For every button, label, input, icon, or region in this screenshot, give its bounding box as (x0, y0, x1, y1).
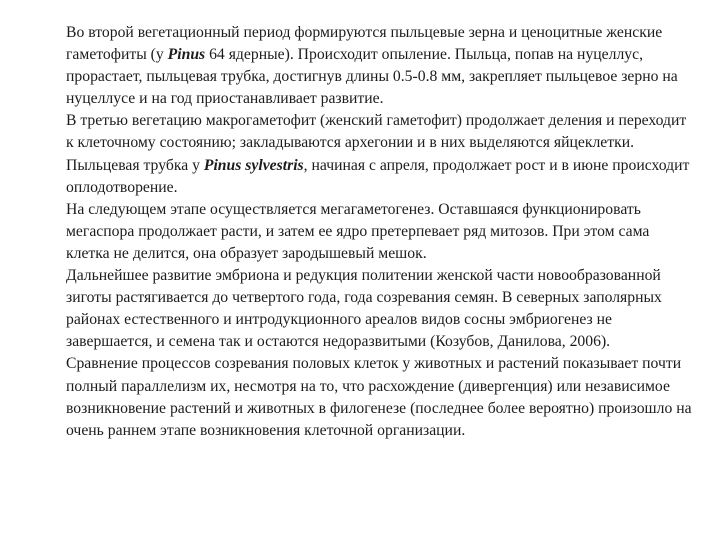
genus-name-pinus: Pinus (167, 46, 206, 64)
paragraph-text: Сравнение процессов созревания половых клеток у животных и растений показывает почти полный параллелизм их, несмотря на то, что расхождение (дивергенция) или независимое возникновение растений и животных в филогенезе (последнее более вероятно) произошло на очень раннем этапе возникновения клеточной организации. (66, 355, 692, 439)
paragraph-text: , начиная с апреля, продолжает рост и в июне происходит оплодотворение. (66, 156, 690, 196)
paragraph-text: На следующем этапе осуществляется мегагаметогенез. Оставшаяся функционировать мегаспора продолжает расти, и затем ее ядро претерпевает ряд митозов. При этом сама клетка не делится, она образует зародышевый мешок. (66, 200, 650, 262)
paragraph-third-vegetation (66, 110, 696, 198)
paragraph-text: Во второй вегетационный период формируются пыльцевые зерна и ценоцитные женские гаметофиты (у (66, 24, 663, 64)
paragraph-text: В третью вегетацию макрогаметофит (женский гаметофит) продолжает деления и переходит к клеточному состоянию; закладываются архегонии и в них выделяются яйцеклетки. Пыльцевая трубка у (66, 112, 687, 174)
paragraph-embryo-development (66, 265, 696, 353)
paragraph-text: Дальнейшее развитие эмбриона и редукция политении женской части новообразованной зиготы растягивается до четвертого года, года созревания семян. В северных заполярных районах естественного и интродукционного ареалов видов сосны эмбриогенез не завершается, и семена так и остаются недоразвитыми (Козубов, Данилова, 2006). (66, 267, 662, 351)
paragraph-pollination (66, 22, 696, 110)
paragraph-text: 64 ядерные). Происходит опыление. Пыльца, попав на нуцеллус, прорастает, пыльцевая трубка, достигнув длины 0.5-0.8 мм, закрепляет пыльцевое зерно на нуцеллусе и на год приостанавливает развитие. (66, 46, 678, 108)
paragraph-megagametogenesis (66, 199, 696, 265)
species-name-pinus-sylvestris: Pinus sylvestris (203, 156, 304, 174)
paragraph-comparison (66, 353, 696, 441)
body-text (66, 22, 696, 442)
